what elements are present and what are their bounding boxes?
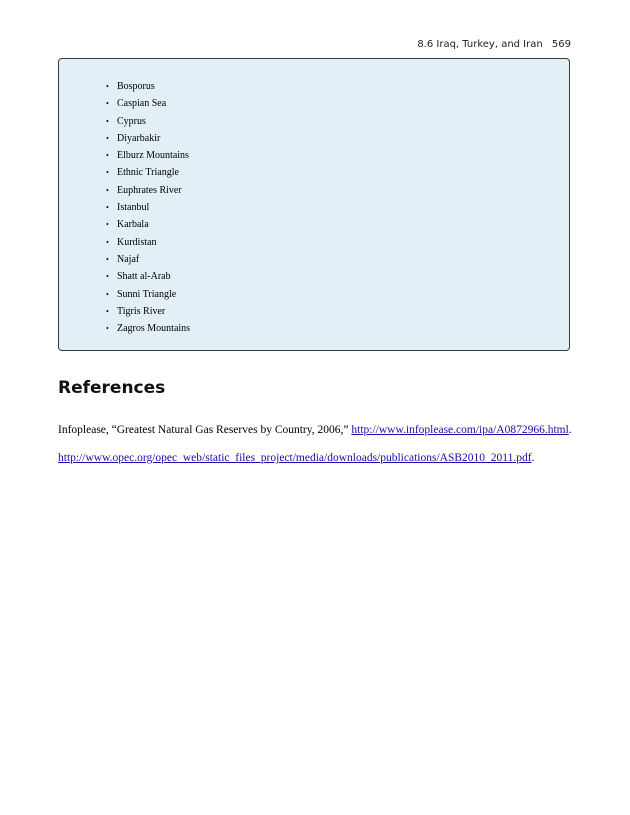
reference-entry-opec: [58, 452, 534, 464]
list-item: • Zagros Mountains: [106, 320, 190, 337]
list-item: • Karbala: [106, 216, 190, 233]
list-item: • Istanbul: [106, 199, 190, 216]
list-item: • Cyprus: [106, 113, 190, 130]
list-item: • Kurdistan: [106, 234, 190, 251]
reference-link-infoplease[interactable]: http://www.infoplease.com/ipa/A0872966.html: [351, 424, 569, 436]
list-item: • Euphrates River: [106, 182, 190, 199]
list-item: • Ethnic Triangle: [106, 164, 190, 181]
reference-text: Infoplease, “Greatest Natural Gas Reserves by Country, 2006,”: [58, 424, 352, 436]
reference-suffix: .: [531, 452, 535, 464]
references-heading: References: [58, 378, 166, 398]
running-header: [417, 39, 571, 50]
list-item: • Elburz Mountains: [106, 147, 190, 164]
reference-link-opec[interactable]: http://www.opec.org/opec_web/static_files_project/media/downloads/publications/ASB2010_2011.pdf: [58, 452, 532, 464]
list-item: • Diyarbakir: [106, 130, 190, 147]
list-item: • Najaf: [106, 251, 190, 268]
list-item: • Sunni Triangle: [106, 286, 190, 303]
list-item: • Tigris River: [106, 303, 190, 320]
reference-suffix: .: [568, 424, 572, 436]
list-item: • Bosporus: [106, 78, 190, 95]
list-item: • Caspian Sea: [106, 95, 190, 112]
key-places-box: [58, 58, 570, 351]
page-number: 569: [551, 39, 571, 50]
key-places-list: [106, 78, 190, 337]
reference-entry-infoplease: [58, 424, 572, 436]
list-item: • Shatt al-Arab: [106, 268, 190, 285]
header-section-title: 8.6 Iraq, Turkey, and Iran: [417, 39, 543, 50]
